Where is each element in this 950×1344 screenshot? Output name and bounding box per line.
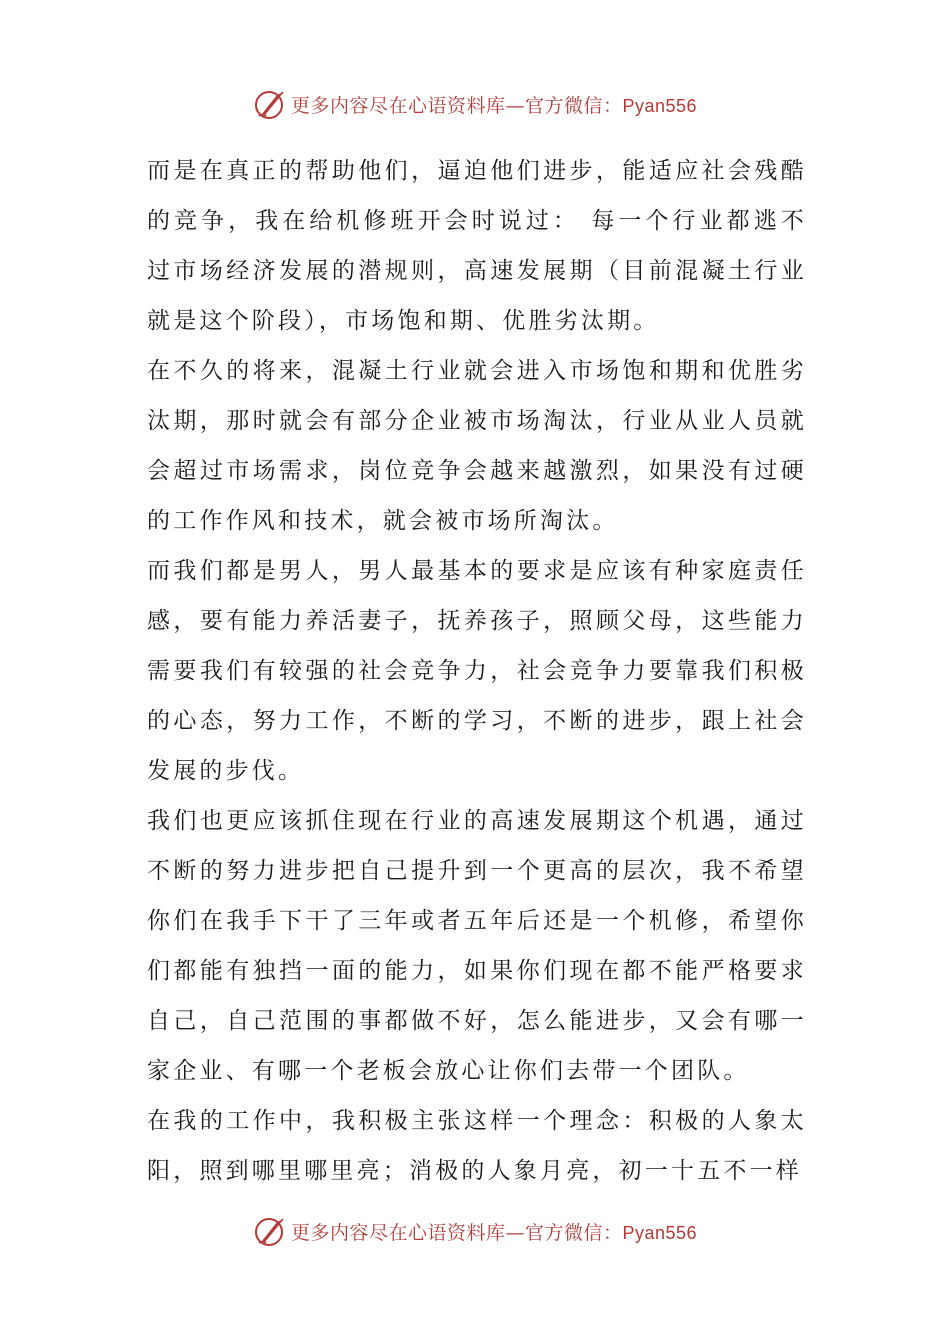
banner-title: 更多内容尽在心语资料库 bbox=[290, 94, 506, 117]
footer-banner bbox=[0, 1211, 950, 1251]
banner-text bbox=[291, 1218, 697, 1245]
paragraph: 而是在真正的帮助他们，逼迫他们进步，能适应社会残酷的竞争，我在给机修班开会时说过： 每一个行业都逃不过市场经济发展的潜规则，高速发展期（目前混凝土行业就是这个阶段），市场饱和期、优胜劣汰期。 bbox=[147, 158, 807, 334]
banner-wechat-handle: Pyan556 bbox=[622, 95, 698, 116]
document-body bbox=[147, 146, 807, 1196]
banner-contact-label: —官方微信： bbox=[505, 94, 623, 117]
paragraph: 我们也更应该抓住现在行业的高速发展期这个机遇，通过不断的努力进步把自己提升到一个更高的层次，我不希望你们在我手下干了三年或者五年后还是一个机修，希望你们都能有独挡一面的能力，如果你们现在都不能严格要求自己，自己范围的事都做不好，怎么能进步，又会有哪一家企业、有哪一个老板会放心让你们去带一个团队。 bbox=[147, 808, 807, 1084]
banner-contact-label: —官方微信： bbox=[505, 1221, 623, 1244]
paragraph: 在我的工作中，我积极主张这样一个理念：积极的人象太阳，照到哪里哪里亮；消极的人象月亮，初一十五不一样 bbox=[147, 1108, 807, 1184]
banner-title: 更多内容尽在心语资料库 bbox=[290, 1221, 506, 1244]
header-banner bbox=[0, 84, 950, 124]
paragraph: 在不久的将来，混凝土行业就会进入市场饱和期和优胜劣汰期，那时就会有部分企业被市场淘汰，行业从业人员就会超过市场需求，岗位竞争会越来越激烈，如果没有过硬的工作作风和技术，就会被市场所淘汰。 bbox=[147, 358, 807, 534]
banner-text bbox=[291, 91, 697, 118]
banner-wechat-handle: Pyan556 bbox=[622, 1222, 698, 1243]
quill-pen-logo-icon bbox=[253, 87, 287, 121]
paragraph: 而我们都是男人，男人最基本的要求是应该有种家庭责任感，要有能力养活妻子，抚养孩子，照顾父母，这些能力需要我们有较强的社会竞争力，社会竞争力要靠我们积极的心态，努力工作，不断的学习，不断的进步，跟上社会发展的步伐。 bbox=[147, 558, 807, 784]
quill-pen-logo-icon bbox=[253, 1214, 287, 1248]
